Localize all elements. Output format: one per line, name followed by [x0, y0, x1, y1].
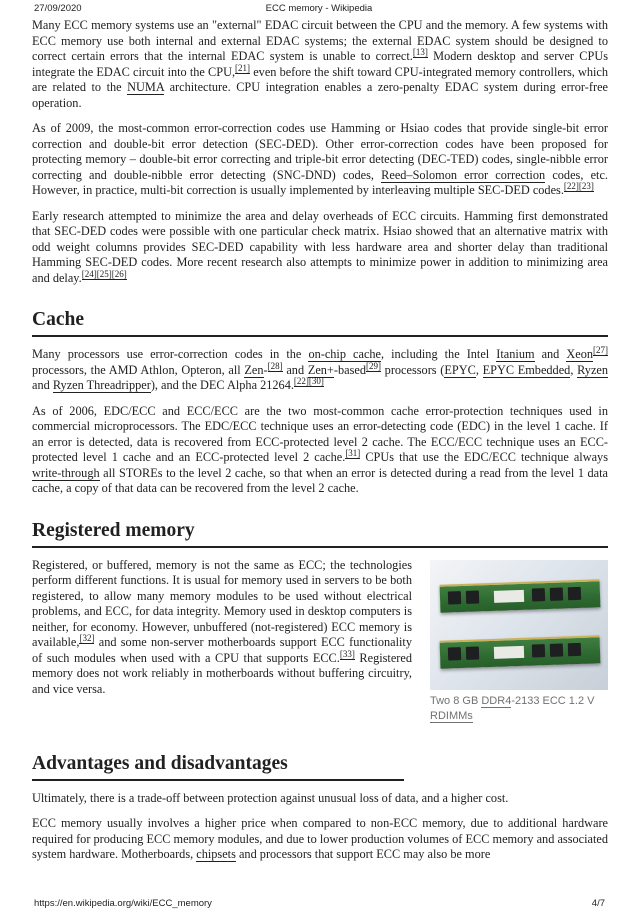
citation-22[interactable]: [22]: [563, 181, 579, 191]
print-page-title: ECC memory - Wikipedia: [265, 3, 373, 14]
citation-25[interactable]: [25]: [96, 268, 112, 279]
citation-22b[interactable]: [22]: [293, 376, 309, 386]
print-date: 27/09/2020: [34, 3, 82, 14]
citation-28[interactable]: [28]: [267, 360, 283, 371]
link-ddr4[interactable]: DDR4: [481, 694, 512, 707]
link-write-through[interactable]: write-through: [32, 465, 100, 480]
article-content: [32, 18, 608, 873]
paragraph-edac: Many ECC memory systems use an "external" EDAC circuit between the CPU and the memory. A few systems with ECC memory use both internal and external EDAC systems; the external EDAC system should be designed to correct certain errors that the internal EDAC system is unable to correct.[13] Modern desktop and server CPUs integrate the EDAC circuit into the CPU,[21] even before the shift toward CPU-integrated memory controllers, which are related to the NUMA architecture. CPU integration enables a zero-penalty EDAC system during error-free operation.: [32, 18, 609, 110]
memory-module-image: [440, 579, 601, 613]
rdimm-photo[interactable]: [430, 560, 608, 690]
figure-caption: Two 8 GB DDR4-2133 ECC 1.2 V RDIMMs: [430, 694, 595, 722]
link-zen-plus[interactable]: Zen+: [307, 362, 334, 377]
citation-24[interactable]: [24]: [81, 268, 97, 279]
link-epyc[interactable]: EPYC: [444, 362, 476, 377]
citation-13[interactable]: [13]: [412, 47, 428, 57]
citation-29[interactable]: [29]: [365, 360, 381, 371]
citation-27[interactable]: [27]: [593, 345, 609, 355]
citation-30[interactable]: [30]: [308, 376, 324, 386]
link-on-chip-cache[interactable]: on-chip cache: [308, 347, 382, 361]
link-ryzen-threadripper[interactable]: Ryzen Threadripper: [52, 378, 151, 392]
citation-33[interactable]: [33]: [339, 648, 355, 659]
link-xeon[interactable]: Xeon: [566, 347, 594, 361]
link-ryzen[interactable]: Ryzen: [577, 362, 609, 377]
print-page-number: 4/7: [591, 898, 605, 909]
figure-rdimms: [430, 560, 608, 724]
citation-23[interactable]: [23]: [578, 181, 594, 191]
link-itanium[interactable]: Itanium: [496, 347, 535, 361]
link-rdimms[interactable]: RDIMMs: [430, 709, 473, 722]
heading-registered-memory: Registered memory: [32, 519, 608, 548]
link-numa[interactable]: NUMA: [127, 80, 165, 94]
citation-31[interactable]: [31]: [345, 448, 361, 458]
paragraph-tradeoff: Ultimately, there is a trade-off between protection against unusual loss of data, and a higher cost.: [32, 790, 509, 805]
paragraph-cache-processors: Many processors use error-correction codes in the on-chip cache, including the Intel Itanium and Xeon[27] processors, the AMD Athlon, Opteron, all Zen-[28] and Zen+-based[29] processors (EPYC, EPYC Embedded, Ryzen and Ryzen Threadripper), and the DEC Alpha 21264.[22][30]: [32, 345, 609, 392]
link-zen[interactable]: Zen: [244, 362, 264, 377]
link-chipsets[interactable]: chipsets: [196, 847, 236, 861]
link-epyc-embedded[interactable]: EPYC Embedded: [482, 362, 571, 377]
paragraph-codes: As of 2009, the most-common error-correction codes use Hamming or Hsiao codes that provide single-bit error correction and double-bit error detection (SEC-DED). Other error-correction codes have been proposed for protecting memory – double-bit error correcting and triple-bit error detecting (DEC-TED) codes, single-nibble error correcting and double-nibble error detecting (SNC-DND) codes, Reed–Solomon error correction codes, etc. However, in practice, multi-bit correction is usually implemented by interleaving multiple SEC-DED codes.[22][23]: [32, 121, 608, 197]
paragraph-cost: ECC memory usually involves a higher price when compared to non-ECC memory, due to additional hardware required for producing ECC memory modules, and due to lower production volumes of ECC memory and associated system hardware. Motherboards, chipsets and processors that support ECC may also be more: [32, 816, 608, 861]
memory-module-image: [440, 635, 601, 669]
paragraph-research: Early research attempted to minimize the area and delay overheads of ECC circuits. Hamming first demonstrated that SEC-DED codes were possible with one particular check matrix. Hsiao showed that an alternative matrix with odd weight columns provides SEC-DED capability with less hardware area and shorter delay than traditional Hamming SEC-DED codes. More recent research also attempts to minimize power in addition to minimizing area and delay.[24][25][26]: [32, 208, 608, 285]
heading-advantages: Advantages and disadvantages: [32, 752, 404, 781]
paragraph-cache-techniques: As of 2006, EDC/ECC and ECC/ECC are the two most-common cache error-protection techniques used in commercial microprocessors. The EDC/ECC technique uses an error-detecting code (EDC) in the level 1 cache. If an error is detected, data is recovered from ECC-protected level 2 cache. The ECC/ECC technique uses an ECC-protected level 1 cache and an ECC-protected level 2 cache.[31] CPUs that use the EDC/ECC technique always write-through all STOREs to the level 2 cache, so that when an error is detected during a read from the level 1 data cache, a copy of that data can be recovered from the level 2 cache.: [32, 403, 608, 495]
citation-21[interactable]: [21]: [235, 62, 251, 73]
citation-26[interactable]: [26]: [111, 268, 127, 279]
paragraph-registered: Registered, or buffered, memory is not the same as ECC; the technologies perform different functions. It is usual for memory used in servers to be both registered, to allow many memory modules to be used without electrical problems, and ECC, for data integrity. Memory used in desktop computers is neither, for economy. However, unbuffered (not-registered) ECC memory is available,[32] and some non-server motherboards support ECC functionality of such modules when used with a CPU that supports ECC.[33] Registered memory does not work reliably in motherboards without buffering circuitry, and vice versa.: [32, 557, 412, 696]
print-url: https://en.wikipedia.org/wiki/ECC_memory: [34, 898, 212, 909]
link-reed-solomon[interactable]: Reed–Solomon error correction: [381, 167, 546, 182]
heading-cache: Cache: [32, 308, 608, 337]
citation-32[interactable]: [32]: [79, 633, 95, 643]
